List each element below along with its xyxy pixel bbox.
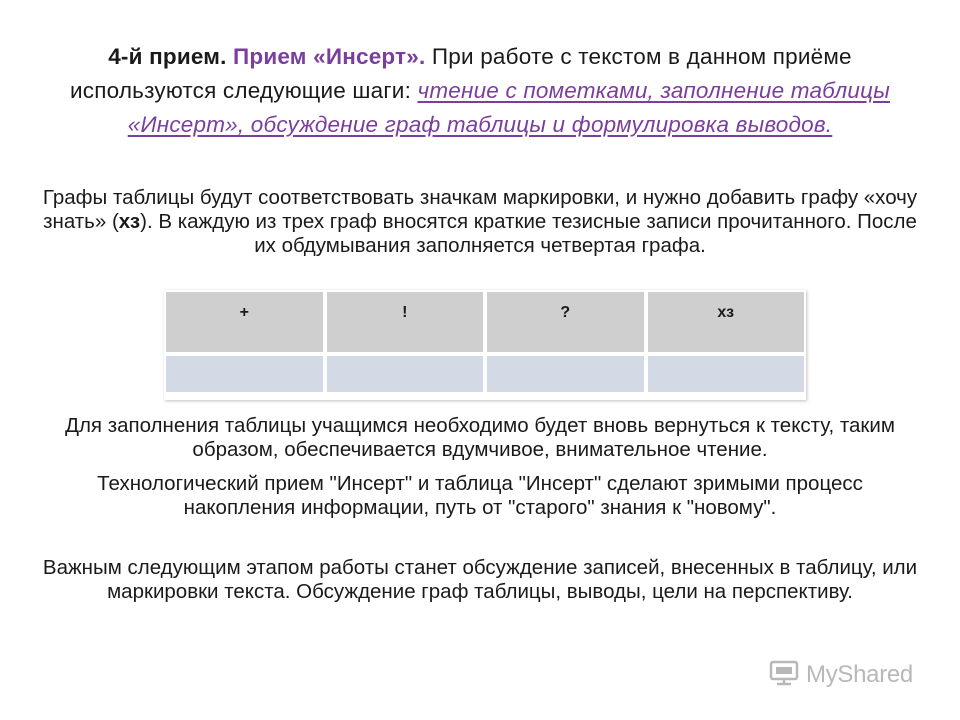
insert-table [164,290,806,400]
table-header-row [164,290,806,354]
table-row [164,354,806,394]
column-header-want-to-know: хз [646,290,807,354]
heading-text: При работе с текстом в данном приёме используются следующие шаги: [70,44,852,103]
slide-heading [40,40,920,142]
technique-number: 4-й прием. [108,44,227,69]
column-header-question: ? [485,290,646,354]
paragraph-columns [40,186,920,258]
watermark-text: MyShared [806,661,913,688]
column-header-exclamation: ! [325,290,486,354]
technique-name: Прием «Инсерт». [233,44,426,69]
table-cell [646,354,807,394]
paragraph-columns-end: ). В каждую из трех граф вносятся краткие тезисные записи прочитанного. После их обдумывания заполняется четвертая графа. [140,210,917,257]
table-cell [164,354,325,394]
watermark-logo [768,660,913,690]
table-cell [485,354,646,394]
steps-link[interactable]: чтение с пометками, заполнение таблицы «Инсерт», обсуждение граф таблицы и формулировка выводов. [127,78,890,137]
table-cell [325,354,486,394]
paragraph-discussion: Важным следующим этапом работы станет обсуждение записей, внесенных в таблицу, или маркировки текста. Обсуждение граф таблицы, выводы, цели на перспективу. [42,556,918,603]
paragraph-columns-start: Графы таблицы будут соответствовать значкам маркировки, и нужно добавить графу «хочу знать» ( [42,186,918,233]
paragraph-filling: Для заполнения таблицы учащимся необходимо будет вновь вернуться к тексту, таким образом, обеспечивается вдумчивое, внимательное чтение. [65,414,895,461]
column-header-plus: + [164,290,325,354]
slideshow-icon [768,660,806,691]
paragraph-technology: Технологический прием "Инсерт" и таблица "Инсерт" сделают зримыми процесс накопления информации, путь от "старого" знания к "новому". [97,472,863,519]
paragraph-columns-bold: хз [118,210,141,233]
